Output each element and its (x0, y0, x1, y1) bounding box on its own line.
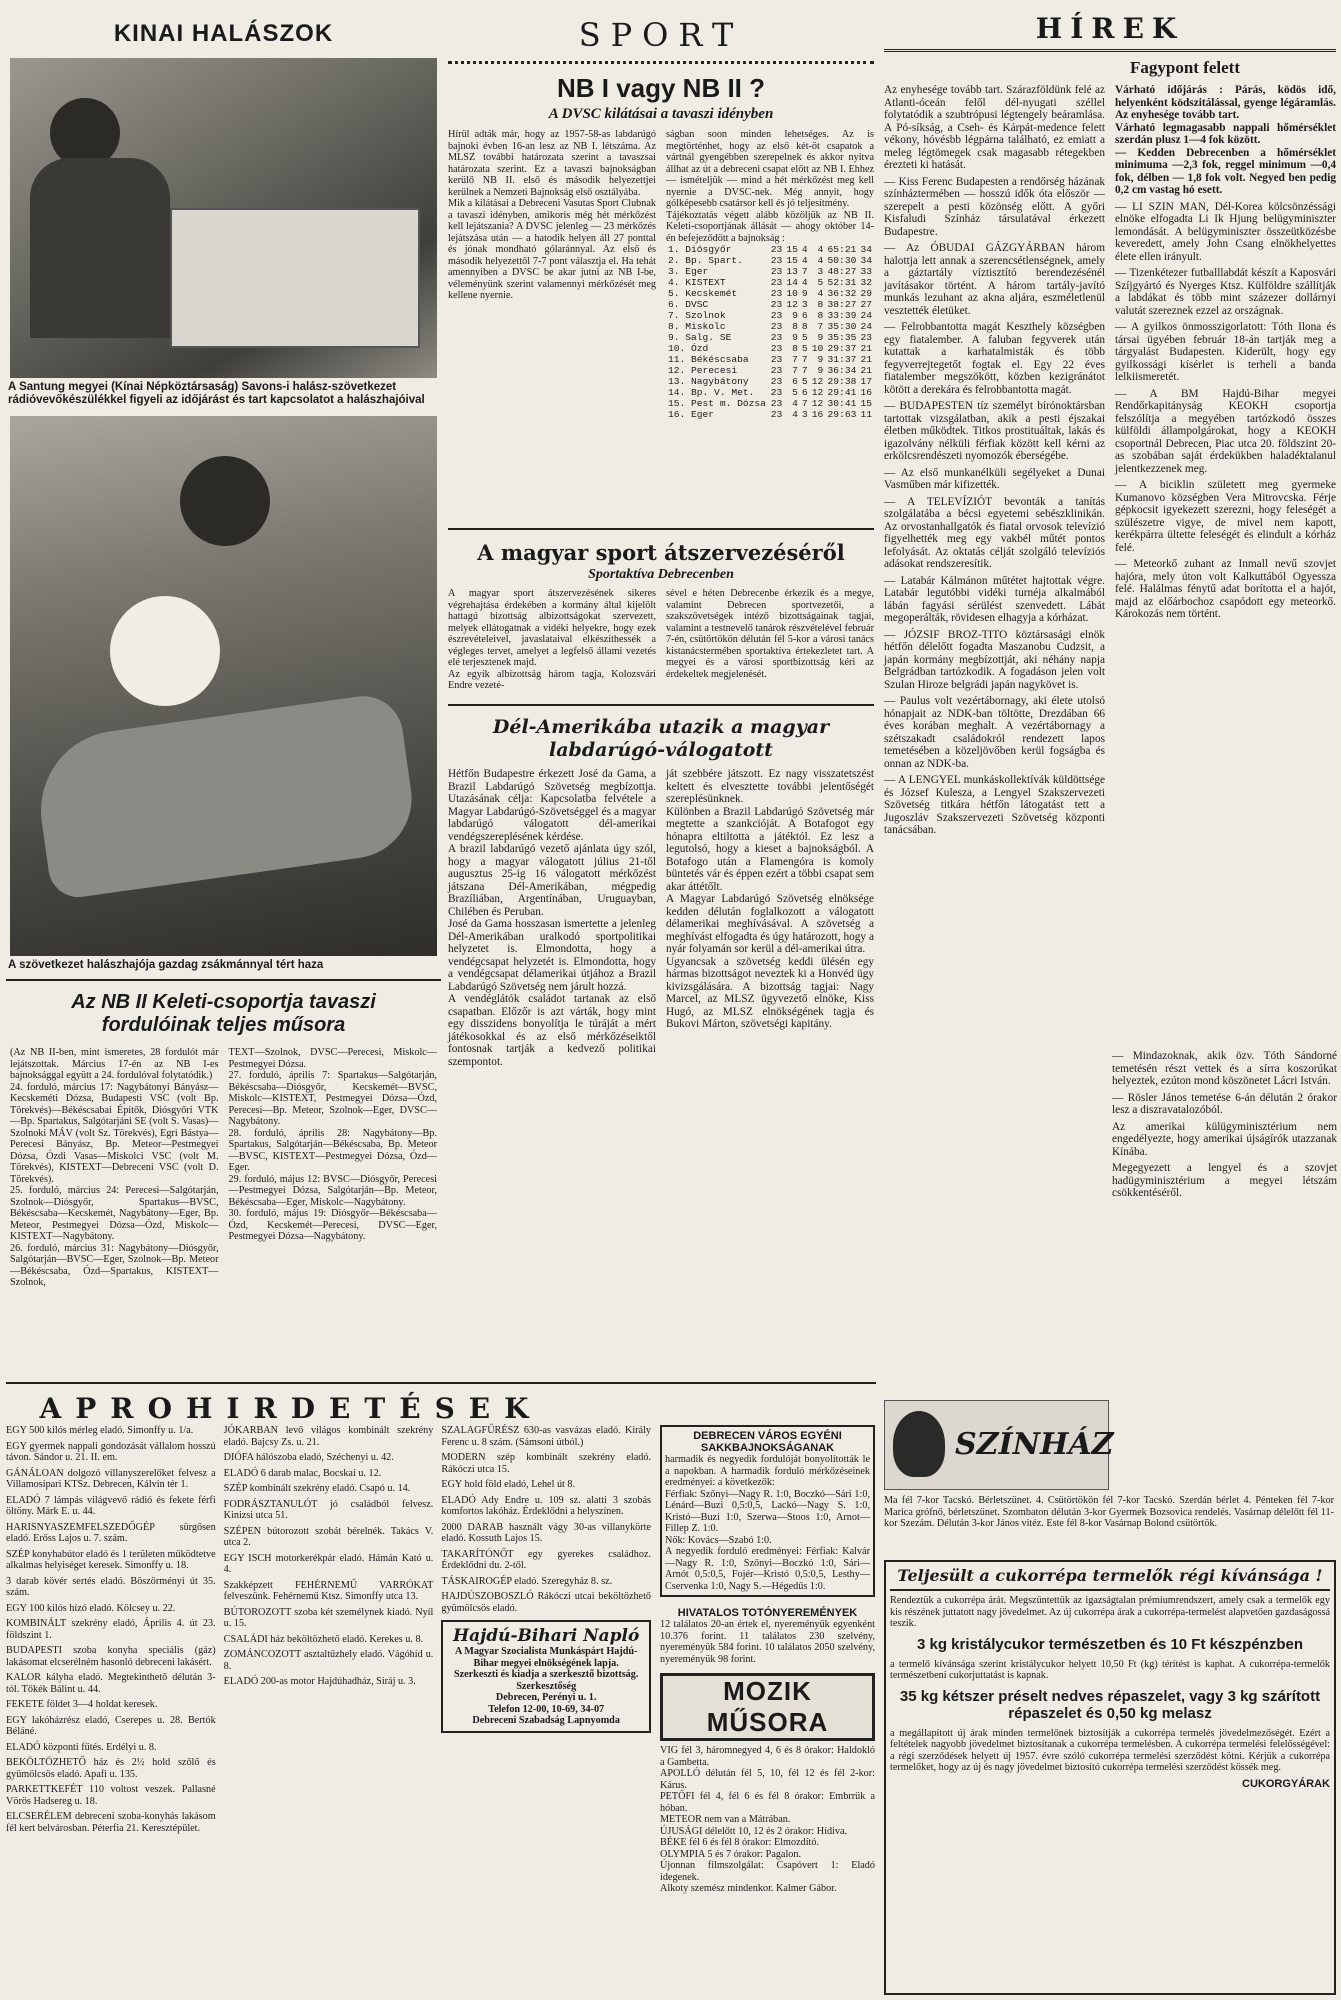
news-item: — Rösler János temetése 6-án délután 2 órakor lesz a diszravatalozóból. (1112, 1091, 1337, 1116)
standings-cell: 16 (811, 409, 824, 420)
standings-cell: 4 (792, 409, 798, 420)
photo-caption-2: A szövetkezet halászhajója gazdag zsákmánnyal tért haza (8, 959, 324, 971)
standings-cell: 6 (801, 387, 808, 398)
classified-ad: SZALAGFŰRÉSZ 630-as vasvázas eladó. Király Ferenc u. 8 szám. (Sámsoni útból.) (441, 1425, 652, 1448)
standings-cell: 33 (860, 266, 872, 277)
sugarbeet-ad (884, 1560, 1336, 1995)
news-item: — A biciklin született meg gyermeke Kumanovo községben Vera Mitrovcska. Férje gépkocsit igyekezett szerezni, hogy feleségét a szülészetre vigye, de mivel nem kapott, kerékpárra ültette feleségét és elindult a kórház felé. (1115, 479, 1336, 554)
standings-cell: 5 (801, 332, 808, 343)
classified-ad: EGY gyermek nappali gondozását vállalom hosszú távon. Sándor u. 21. II. em. (6, 1440, 216, 1463)
news-item: Az amerikai külügyminisztérium nem engedélyezte, hogy amerikai újságírók utazzanak Kínába. (1112, 1120, 1337, 1158)
classified-ad: FEKETE földet 3—4 holdat keresek. (6, 1699, 158, 1710)
standings-cell: 12 (811, 376, 824, 387)
standings-cell: 7 (817, 321, 824, 332)
standings-cell: 8 (817, 299, 824, 310)
nb1-body (448, 129, 874, 524)
standings-cell: 23 (770, 365, 783, 376)
classified-ad: EGY lakóházrész eladó, Cserepes u. 28. Bertók Béláné. (6, 1714, 216, 1737)
standings-cell: 23 (770, 244, 783, 255)
classified-ad: DIÓFA hálószoba eladó, Széchenyi u. 42. (223, 1452, 394, 1463)
standings-cell: 33:39 (827, 310, 857, 321)
classified-ad: ELADÓ Ady Endre u. 109 sz. alatti 3 szobás komfortos lakóház. Érdeklődni a helyszínen. (441, 1494, 652, 1517)
standings-cell: 24 (860, 321, 872, 332)
standings-row (666, 299, 874, 310)
standings-cell: 12 (811, 398, 824, 409)
theatre-mask-icon (893, 1411, 945, 1477)
standings-cell: 21 (860, 365, 872, 376)
standings-cell: 11. Békéscsaba (668, 354, 749, 365)
standings-cell: 31:37 (827, 354, 857, 365)
news-item: — A BM Hajdú-Bihar megyei Rendőrkapitányság KEOKH csoportja felszólítja a megyében tartózkodó összes külföldi állampolgárokat, hogy a KEOKH csoportnál Debrecen, Piac utca 20. földszint 20-as szobában saját érdekükben haladéktalanul jelentkezzenek meg. (1115, 387, 1336, 475)
standings-cell: 5 (817, 277, 824, 288)
news-item: — A gyilkos önmosszigorlatott: Tóth Ilona és társai ügyében február 18-án tartják meg a tárgyalást Budapesten. Kiderült, hogy egy gyilkossági kísérlet is terheli a banda lelkiismeretét. (1115, 321, 1336, 383)
column-left (6, 0, 441, 1288)
classifieds-col-b (224, 1425, 434, 1995)
classified-ad: MODERN szép kombinált szekrény eladó. Rákóczi utca 15. (441, 1452, 652, 1475)
standings-cell: 15 (860, 398, 872, 409)
szinhaz-banner (884, 1400, 1114, 1490)
standings-cell: 3. Eger (668, 266, 709, 277)
classified-ad: BEKÖLTÖZHETŐ ház és 2½ hold szőlő és gyümölcsös eladó. Apafi u. 135. (6, 1757, 216, 1780)
standings-cell: 4 (801, 277, 808, 288)
news-item: — Latabár Kálmánon műtétet hajtottak végre. Latabár legutóbbi vidéki turnéja alkalmából lábán fagyási sérülést szenvedett. Lábát megoperálták, rövidesen elhagyja a kórházat. (884, 574, 1105, 624)
standings-cell: 6. DVSC (668, 299, 709, 310)
classified-ad: PARKETTKEFÉT 110 voltost veszek. Pallasné Vörös Hadsereg u. 18. (6, 1784, 216, 1807)
mozi-title: MOZIK MŰSORA (660, 1673, 875, 1741)
standings-cell: 9 (817, 332, 824, 343)
standings-cell: 9 (817, 365, 824, 376)
standings-cell: 29:41 (827, 387, 857, 398)
standings-row (666, 321, 874, 332)
news-item: — LI SZIN MAN, Dél-Korea kölcsönzéssági elnöke elfogadta Li Ik Hjung belügyminiszter lemondását. A belügyminiszter összeütközésbe keveredett, amely John Csang elnökhelyettes élete ellen irányult. (1115, 200, 1336, 263)
standings-row (666, 332, 874, 343)
standings-cell: 23 (770, 321, 783, 332)
standings-cell: 9 (817, 354, 824, 365)
standings-cell: 7 (792, 354, 798, 365)
standings-cell: 35:35 (827, 332, 857, 343)
south-america-body (448, 768, 874, 1274)
standings-cell: 4. KISTEXT (668, 277, 726, 288)
standings-cell: 23 (770, 376, 783, 387)
middle-lower (660, 1425, 875, 1995)
nb1-body-right: ságban soon minden lehetséges. Az is megtörténhet, hogy az első két-öt csapatok a vártnál gyengébben szerepelnek és akkor nyitva állhat az út a debreceni csapat előtt az NB I. Ehhez — ismételjük — mind a hét mérkőzést meg kell nyernie a DVSC-nek. Még annyit, hogy gólképesebb csatársor kell és jó teljesítmény. Tájékoztatás végett alább közöljük az NB II. Keleti-csoportjának állását — ahogy október 14-én befejeződött a bajnokság : (666, 129, 874, 244)
standings-cell: 30:41 (827, 398, 857, 409)
classifieds-heading: APROHIRDETÉSEK (39, 1392, 543, 1425)
standings-cell: 8 (792, 343, 798, 354)
photo-caption-1: A Santung megyei (Kínai Népköztársaság) Savons-i halász-szövetkezet rádióvevőkészülékkel figyeli az időjárást és tart kapcsolatot a halászhajóival (8, 381, 425, 406)
standings-cell: 29 (860, 288, 872, 299)
standings-cell: 7 (792, 365, 798, 376)
standings-row (666, 387, 874, 398)
weather-body: Az enyhesége tovább tart. Szárazföldünk felé az Atlanti-óceán felől dél-nyugati széllel folytatódik a szubtrópusi légtengely beáramlása. A Pó-síkság, a Cseh- és Kárpát-medence felett vékony, hóvésbb légpárna található, ez emiatt a meleg légtömegek csak magasabb rétegekben érezteti ki hatását. (884, 84, 1105, 171)
weather-title: Fagypont felett (1129, 58, 1240, 77)
standings-cell: 21 (860, 354, 872, 365)
sugarbeet-bold-2: 35 kg kétszer préselt nedves répaszelet, vagy 3 kg szárított répaszelet és 0,50 kg melasz (899, 1687, 1321, 1722)
smiling-fisherman (110, 596, 220, 706)
person-body (30, 158, 170, 338)
sugarbeet-bold-1: 3 kg kristálycukor természetben és 10 Ft készpénzben (917, 1635, 1303, 1653)
standings-cell: 12. Perecesi (668, 365, 738, 376)
news-item: — Meteorkő zuhant az Inmall nevű szovjet hajóra, mely úton volt Kalkuttából Ogyessza felé. Halálmas fénytű adat borította el a hajót, majd az előárbochoz csapódott egy meteorkő. Károkozás nem történt. (1115, 558, 1336, 620)
news-item: — Kiss Ferenc Budapesten a rendőrség házának színháztermében — hosszú idők óta először — szerepelt a pesti közönség előtt. A győri Kisfaludi Színház társulatával érkezett Budapestre. (884, 175, 1105, 238)
standings-cell: 8 (792, 321, 798, 332)
standings-cell: 23 (770, 409, 783, 420)
standings-cell: 9. Salg. SE (668, 332, 732, 343)
standings-cell: 23 (770, 398, 783, 409)
classified-ad: ELADÓ 7 lámpás világvevő rádió és fekete férfi öltöny. Márk E. u. 44. (6, 1494, 216, 1517)
standings-cell: 23 (770, 387, 783, 398)
dotted-rule (448, 61, 874, 64)
standings-row (666, 354, 874, 365)
standings-cell: 23 (770, 354, 783, 365)
classified-ad: CSALÁDI ház beköltözhető eladó. Kerekes u. 8. (223, 1633, 424, 1645)
nb1-subtitle: A DVSC kilátásai a tavaszi idényben (548, 106, 774, 122)
standings-cell: 23 (770, 343, 783, 354)
standings-cell: 15 (786, 255, 798, 266)
standings-cell: 7. Szolnok (668, 310, 726, 321)
news-item: — Mindazoknak, akik özv. Tóth Sándorné temetésén részt vettek és a sírra koszorúkat helyeztek, ezúton mond köszönetet Lácri István. (1112, 1050, 1337, 1087)
weather-forecast: Várható időjárás : Párás, ködös idő, helyenként ködszitálással, gyenge légáramlás. Az enyhesége tovább tart. Várható legmagasabb nappali hőmérséklet szerdán plusz 1—4 fok között. — Kedden Debrecenben a hőmérséklet minimuma —2,3 fok, reggel minimum —0,4 fok, délben — 1,8 fok volt. Negyed ben pedig 0,2 cm vastag hó esett. (1115, 84, 1336, 196)
fisherman-head (180, 456, 270, 546)
standings-cell: 29:63 (827, 409, 857, 420)
toto-title: HIVATALOS TOTÓNYEREMÉNYEK (677, 1607, 858, 1619)
standings-row (666, 288, 874, 299)
news-list-a (884, 176, 1105, 837)
standings-cell: 23 (770, 277, 783, 288)
sport-reform-subtitle: Sportaktíva Debrecenben (588, 567, 734, 582)
classified-ad: FODRÁSZTANULÓT jó családból felvesz. Kinizsi utca 51. (223, 1498, 434, 1521)
standings-cell: 4 (817, 255, 824, 266)
standings-cell: 6 (792, 376, 798, 387)
standings-cell: 5 (801, 343, 808, 354)
standings-cell: 1. Diósgyőr (668, 244, 732, 255)
classified-ad: BUDAPESTI szoba konyha speciális (gáz) lakásomat elcserélném hasonló debreceni lakásért. (6, 1645, 216, 1668)
standings-cell: 4 (801, 255, 808, 266)
standings-cell: 32 (860, 277, 872, 288)
classified-ad: GÁNÁLOAN dolgozó villanyszerelőket felvesz a Villamosipari KTSz. Debrecen, Kálvin tér 1. (6, 1467, 216, 1490)
standings-cell: 36:32 (827, 288, 857, 299)
classified-ad: ZOMÁNCOZOTT asztaltűzhely eladó. Vágóhíd u. 8. (223, 1649, 434, 1672)
fishermen-photo (10, 416, 437, 956)
standings-cell: 16. Eger (668, 409, 715, 420)
classified-ad: 2000 DARAB használt vágy 30-as villanykörte eladó. Kossuth Lajos 15. (441, 1521, 652, 1544)
standings-cell: 23 (770, 288, 783, 299)
standings-cell: 17 (860, 376, 872, 387)
standings-cell: 12 (811, 387, 824, 398)
standings-cell: 35:30 (827, 321, 857, 332)
news-item: Megegyezett a lengyel és a szovjet hadügyminisztérium a megyei létszám csökkentéséről. (1112, 1162, 1337, 1199)
sugarbeet-text-1: Rendeztük a cukorrépa árát. Megszüntettük az igazságtalan prémiumrendszert, amely csak a termelők egy kis részének juttatott nagy jövedelmet. Az új cukorrépa árak a cukorrépa-termelést alapvetően gazdaságossá teszik. (890, 1595, 1330, 1629)
standings-cell: 10 (786, 288, 798, 299)
szinhaz-body: Ma fél 7-kor Tacskó. Bérletszünet. 4. Csütörtökön fél 7-kor Tacskó. Szerdán bérlet 4. Pénteken fél 7-kor Marica grófnő, bérletszünet. Szombaton délután 3-kor Gyermek Bozsovica rendelés. Vasárnap délelőtt fél 11-kor Szezám. Délután 3-kor János vitéz. Este fél 8-kor Vasárnap Bolond csütörtök. (884, 1495, 1334, 1529)
standings-cell: 10. Ózd (668, 343, 709, 354)
standings-cell: 23 (770, 310, 783, 321)
sugarbeet-text-2: a termelő kívánsága szerint kristálycukor helyett 10,50 Ft (kg) térítést is kaphat. A cukorrépa-termelők természetbeni cukorjuttatást is kapnak. (890, 1658, 1330, 1681)
news-item: — Paulus volt vezértábornagy, aki élete utolsó hónapjait az NDK-ban töltötte, Drezdában 66 éves korában meghalt. A vezértábornagy a szétszakadt családokról rendezett lapos temetésében a közeljövőben kerül fogságba és onnan az NDK-ba. (884, 695, 1105, 770)
standings-cell: 9 (792, 332, 798, 343)
news-list-b (1115, 201, 1336, 621)
classified-ad: EGY 500 kilós mérleg eladó. Simonffy u. 1/a. (6, 1425, 194, 1436)
standings-cell: 24 (860, 310, 872, 321)
standings-cell: 7 (801, 398, 808, 409)
standings-cell: 8 (817, 310, 824, 321)
classified-ad: SZÉP konyhabútor eladó és 1 területen működtetve alkalmas helyiséget keresek. Simonffy u. 18. (6, 1548, 216, 1571)
standings-cell: 23 (770, 332, 783, 343)
classified-ad: 3 darab kövér sertés eladó. Böszörményi út 35. szám. (6, 1575, 216, 1598)
classified-ad: SZÉPEN bútorozott szobát bérelnék. Takács V. utca 2. (223, 1525, 434, 1548)
nb1-body-left: Hírül adták már, hogy az 1957-58-as labdarúgó bajnoki évben 16-an lesz az NB I. létszáma. Az MLSZ további határozata szerint a tavaszsai határozata szerint. Ez a tavaszi bajnokságban kerülő NB II. első és második helyezettjei kerülnek a Nemzeti Bajnokság első osztályába. Mik a kilátásai a Debreceni Vasutas Sport Clubnak a tavaszi idényben, amikoris még hét mérkőzést kell lejátszania? A DVSC jelenleg — 23 mérkőzés lejátszása után — a hatodik helyen áll 27 ponttal és jónak mondható gólaránnyal. Az első és második helyezettől 7-7 pont választja el. Ha tehát amennyiben a DVSC be akar jutni az NB I-be, véleményünk szerint valamennyi mérkőzését meg kellene nyernie. (448, 129, 656, 301)
standings-cell: 9 (792, 310, 798, 321)
standings-cell: 29:37 (827, 343, 857, 354)
classified-ad: Szakképzett FEHÉRNEMŰ VARRÓKAT felveszünk. Fehérnemű Ktsz. Simonffy utca 13. (223, 1579, 434, 1602)
news-item: — A LENGYEL munkáskollektívák küldöttsége és József Kulesza, a Lengyel Szakszervezeti Szövetség titkára hétfőn látogatást tett a Jugoszláv Szakszervezeti Szövetség központi tanácsában. (884, 774, 1105, 836)
toto-body: 12 találatos 20-an értek el, nyereményük egyenként 10.376 forint. 11 találatos 230 szelvény, nyereményük 584 forint. 10 találatos 2050 szelvény, nyereményük 98 forint. (660, 1619, 875, 1665)
news-list-c (1112, 1050, 1337, 1495)
classifieds-section (6, 1378, 876, 1431)
classified-ad: ELADÓ központi fűtés. Erdélyi u. 8. (6, 1741, 157, 1753)
standings-cell: 6 (801, 310, 808, 321)
standings-cell: 48:27 (827, 266, 857, 277)
nb1-title: NB I vagy NB II ? (556, 73, 766, 103)
news-item: — Az első munkanélküli segélyeket a Dunai Vasműben már kifizették. (884, 466, 1105, 491)
chess-box (660, 1425, 875, 1597)
classified-ad: EGY 100 kilós hízó eladó. Kölcsey u. 22. (6, 1602, 176, 1614)
divider (448, 528, 874, 530)
classifieds-col-a (6, 1425, 216, 1995)
standings-row (666, 409, 874, 420)
standings-cell: 10 (811, 343, 824, 354)
standings-row (666, 277, 874, 288)
radio-set (170, 208, 420, 348)
standings-cell: 36:34 (827, 365, 857, 376)
standings-cell: 23 (770, 266, 783, 277)
sport-reform-left: A magyar sport átszervezésének sikeres végrehajtása érdekében a kormány által kijelölt hattagú bizottság albizottságokat szervezett, melyek ellátogatnak a vidéki helyekre, hogy ezek észrevételeivel, javaslataival elkészíthessék a végleges tervet, amelyet a legfelső állami vezetés elé terjesztenek majd. Az egyik albizottság három tagja, Kolozsvári Endre vezeté- (448, 588, 656, 691)
standings-cell: 34 (860, 255, 872, 266)
chess-title: DEBRECEN VÁROS EGYÉNI SAKKBAJNOKSÁGANAK (693, 1430, 842, 1454)
classified-ad: ELADÓ 200-as motor Hajdúhadház, Siráj u. 3. (223, 1676, 416, 1687)
masthead-title: Hajdú-Bihari Napló (453, 1626, 640, 1646)
standings-cell: 15. Pest m. Dózsa (668, 398, 766, 409)
news-item: — Tizenkétezer futballlabdát készít a Kaposvári Szíjgyártó és Nyerges Ktsz. Külföldre szállítják a labdákat és több mint százezer dollárnyi valutát szereznek ezzel az országnak. (1115, 267, 1336, 317)
hirek-body (884, 84, 1336, 1129)
standings-cell: 3 (801, 299, 808, 310)
standings-cell: 16 (860, 387, 872, 398)
chess-body: harmadik és negyedik fordulóját bonyolították le a napokban. A harmadik forduló mérkőzéseinek eredményei: a következők: Férfiak: Szőnyi—Nagy R. 1:0, Boczkó—Sári 1:0, Lénárd—Buzi 0,5:0,5, Lackó—Nagy S. 1:0, Kristó—Buzi 1:0, Szerwa—Stoos 1:0, Arnot—Fillep Z. 1:0. Nők: Kovács—Szabó 1:0. A negyedik forduló eredményei: Férfiak: Kalvár—Nagy R. 1:0, Szőnyi—Boczkó 1:0, Sári—Arnót 0,5:0,5, Fojér—Kristó 0,5:0,5, Lesthy—Cservenka 1:0, Nagy S.—Hégedűs 1:0. (665, 1454, 870, 1592)
standings-cell: 52:31 (827, 277, 857, 288)
standings-cell: 34 (860, 244, 872, 255)
column-middle (448, 0, 874, 1274)
standings-row (666, 376, 874, 387)
standings-cell: 7 (801, 354, 808, 365)
standings-cell: 13. Nagybátony (668, 376, 749, 387)
standings-row (666, 255, 874, 266)
sugarbeet-title: Teljesült a cukorrépa termelők régi kívánsága ! (890, 1566, 1330, 1591)
standings-cell: 29:38 (827, 376, 857, 387)
large-fish (31, 691, 420, 901)
standings-cell: 12 (786, 299, 798, 310)
standings-cell: 50:30 (827, 255, 857, 266)
standings-cell: 3 (817, 266, 824, 277)
classified-ad: TAKARÍTÓNŐT egy gyerekes családhoz. Érdeklődni du. 2-től. (441, 1548, 652, 1571)
standings-cell: 5. Kecskemét (668, 288, 738, 299)
masthead-text: A Magyar Szocialista Munkáspárt Hajdú-Bihar megyei elnökségének lapja. Szerkeszti és kiadja a szerkesztő bizottság. Szerkesztőség Debrecen, Perényi u. 1. Telefon 12-00, 10-69, 34-07 Debreceni Szabadság Lapnyomda (453, 1646, 639, 1726)
south-america-left: Hétfőn Budapestre érkezett José da Gama, a Brazil Labdarúgó Szövetség megbízottja. Utazásának célja: Kapcsolatba felvétele a Magyar Labdarúgó-Szövetséggel és a magyar labdarúgó válogatott dél-amerikai vendégszereplésének kérdése. A brazil labdarúgó vezető ajánlata úgy szól, hogy a magyar válogatott július 21-től augusztus 25-ig 16 válogatott mérkőzést játszana Dél-Amerikában, mégpedig Brazíliában, Argentínában, Uruguayban, Chilében és Peruban. José da Gama hosszasan ismertette a jelenleg Dél-Amerikában uralkodó sportpolitikai helyzetet is. Elmondotta, hogy a vendégcsapat helyzetét is. Elmondotta, hogy a vendégcsapat délamerikai útjához a Brazil Labdarúgó Szövetség nem járult hozzá. A vendéglátók családot tartanak az első csapatban. Előzőr is azt várták, hogy mint egy disszidens bonyolítja le túráját a mért játékosokkal és az első mérkőzéseiktől fontosnak tartják a kedvező politikai szempontot. (448, 768, 656, 1068)
standings-cell: 8. Miskolc (668, 321, 726, 332)
standings-cell: 5 (792, 387, 798, 398)
standings-cell: 11 (860, 409, 872, 420)
standings-cell: 23 (770, 299, 783, 310)
news-item: — JÓZSIF BROZ-TITO köztársasági elnök hétfőn délelőtt fogadta Maszanobu Cudzsit, a japán kormány megbízottját, aki néhány napja Belgrádban tartózkodik. A fogadáson jelen volt Szulan Hiroze belgrádi japán nagykövet is. (884, 628, 1105, 691)
standings-cell: 27 (860, 299, 872, 310)
nb2-body (6, 1043, 441, 1288)
classified-ad: EGY ISCH motorkerékpár eladó. Hámán Kató u. 4. (223, 1552, 434, 1575)
standings-cell: 7 (801, 365, 808, 376)
news-item: — Az ÓBUDAI GÁZGYÁRBAN három halottja lett annak a szerencsétlenségnek, amely a gáztartály víztisztító berendezésénél javításakor történt. A három tartály-javító munkás lezuhant az akna aljára, eszméletlenül vesztették életüket. (884, 242, 1105, 317)
sport-reform-right: sével e héten Debrecenbe érkezik és a megye, valamint Debrecen sportvezetői, a szakszövetségek intéző bizottságainak tagjai, valamint a testnevelő tanárok részvételével február 7-én, csütörtökön délután fél 5-kor a városi tanács kistanácstermében sportaktíva értekezletet tart. A megyei és a városi sportbizottság kéri az érdekeltek megjelenését. (666, 588, 874, 680)
kinai-halaszok-heading: KINAI HALÁSZOK (113, 20, 334, 47)
standings-cell: 2. Bp. Spart. (668, 255, 743, 266)
standings-cell: 14. Bp. V. Met. (668, 387, 755, 398)
standings-cell: 14 (786, 277, 798, 288)
standings-cell: 65:21 (827, 244, 857, 255)
divider (6, 1382, 876, 1384)
nb2-right: TEXT—Szolnok, DVSC—Perecesi, Miskolc—Pestmegyei Dózsa. 27. forduló, április 7: Spartakus—Salgótarján, Békéscsaba—Diósgyőr, Kecskemét—BVSC, Miskolc—KISTEXT, Pestmegyei Dózsa—Ózd, Perecesi—Bp. Meteor, Szolnok—Eger, DVSC—Nagybátony. 28. forduló, április 28: Nagybátony—Bp. Spartakus, Salgótarján—Békéscsaba, Bp. Meteor—BVSC, KISTEXT—Pestmegyei Dózsa, Ózd—Eger. 29. forduló, május 12: BVSC—Diósgyőr, Perecesi—Pestmegyei Dózsa, Salgótarján—Bp. Meteor, Békéscsaba—Eger, Miskolc—Nagybátony. 30. forduló, május 19: Diósgyőr—Békéscsaba—Ózd, Kecskemét—Perecesi, DVSC—Eger, Pestmegyei Dózsa—Nagybátony. (228, 1047, 437, 1242)
standings-cell: 4 (817, 244, 824, 255)
standings-row (666, 244, 874, 255)
classified-ad: JÓKARBAN levő világos kombinált szekrény eladó. Bajcsy Zs. u. 21. (223, 1425, 434, 1448)
standings-cell: 38:27 (827, 299, 857, 310)
standings-row (666, 398, 874, 409)
mozi-footer: Alkoty szemész mindenkor. Kalmer Gábor. (660, 1883, 837, 1894)
standings-cell: 4 (817, 288, 824, 299)
nb2-left: (Az NB II-ben, mint ismeretes, 28 fordulót már lejátszottak. Március 17-én az NB I-es bajnoksággal együtt a 24. fordulóval folytatódik.) 24. forduló, március 17: Nagybátonyi Bányász—Kecskeméti Dózsa, Budapesti VSC (volt Bp. Törekvés)—Békéscsabai Építők, Diósgyőri VTK—Bp. Spartakus, Salgótarjáni SE (volt S. Vasas)—Szolnoki MÁV (volt Sz. Törekvés), Egri Bástya—Perecesi Bányász, Bp. Meteor—Pestmegyei Dózsa, Ózdi Vasas—Miskolci VSC (volt M. Törekvés), KISTEXT—Debreceni VSC (volt D. Törekvés). 25. forduló, március 24: Perecesi—Salgótarján, Szolnok—Diósgyőr, Spartakus—BVSC, Békéscsaba—Kecskemét, Nagybátony—Eger, Bp. Meteor, Pestmegyei Dózsa—Ózd, Miskolc—KISTEXT—Nagybátony. 26. forduló, március 31: Nagybátony—Diósgyőr, Salgótarján—BVSC—Eger, Szolnok—Bp. Meteor—Békéscsaba, Ózd—Spartakus, KISTEXT—Szolnok, (10, 1047, 219, 1288)
sugarbeet-text-3: a megállapított új árak minden termelőnek biztosítják a cukorrépa termelés jövedelmezőségét. Ezért a feltételek nagyobb jövedelmet biztosítanak a cukorrépa termelésben. A cukorrépa termelési felelősségével: a régi szerződések helyett új 1957. évre szóló cukorrépa termelési szerződést kötni. Kérjük a cukorrépa termelőket, hogy az új és nagy jövedelmet biztosító cukorrépa termelési szerződést kössék meg. (890, 1727, 1330, 1773)
standings-cell: 5 (801, 376, 808, 387)
classified-ad: SZÉP kombinált szekrény eladó. Csapó u. 14. (223, 1483, 411, 1494)
standings-cell: 3 (801, 409, 808, 420)
classified-ad: ELADÓ 6 darab malac, Bocskai u. 12. (223, 1467, 382, 1479)
classified-ad: KALOR kályha eladó. Megtekinthető délután 3-tól. Tőkék Bálint u. 44. (6, 1672, 216, 1695)
classifieds-body (6, 1425, 651, 1995)
standings-cell: 8 (801, 321, 808, 332)
mozi-body: VIG fél 3, háromnegyed 4, 6 és 8 órakor: Haldokló a Gambetta. APOLLÓ délután fél 5, 10, fél 12 és fél 2-kor: Kárus. PETŐFI fél 4, fél 6 és fél 8 órakor: Embrrük a hóban. METEOR nem van a Mátrában. ÚJUSÁGI délelőtt 10, 12 és 2 órakor: Hídiva. BÉKE fél 6 és fél 8 órakor: Elmozdító. OLYMPIA 5 és 7 órakor: Pagalon. Újonnan filmszolgálat: Csapóvert 1: Eladó idegenek. (660, 1745, 875, 1883)
classified-ad: ELCSERÉLEM debreceni szoba-konyhás lakásom fél kert belvárosban. Péterfia 21. Keresztépület. (6, 1811, 216, 1834)
sport-reform-body (448, 588, 874, 700)
standings-cell: 4 (801, 244, 808, 255)
classified-ad: HARISNYASZEMFELSZEDŐGÉP sürgősen eladó. Erőss Lajos u. 7. szám. (6, 1521, 216, 1544)
divider (6, 979, 441, 981)
standings-cell: 21 (860, 343, 872, 354)
standings-table (666, 244, 874, 420)
sport-reform-title: A magyar sport átszervezéséről (477, 540, 845, 565)
column-right (884, 0, 1336, 1129)
standings-cell: 7 (801, 266, 808, 277)
hirek-heading: HÍREK (884, 0, 1336, 52)
classified-ad: KOMBINÁLT szekrény eladó, Április 4. út 23. földszint 1. (6, 1618, 216, 1641)
classified-ad: BÚTOROZOTT szoba két személynek kiadó. Nyíl u. 15. (223, 1606, 434, 1629)
classifieds-col-c (441, 1425, 651, 1614)
standings-cell: 23 (770, 255, 783, 266)
divider (448, 704, 874, 706)
standings-row (666, 365, 874, 376)
south-america-right: ját szebbére játszott. Ez nagy visszatetszést keltett és elvesztette további jelentőségét szereplésünknek. Különben a Brazil Labdarúgó Szövetség már megtette a szankcióját. A Botafogot egy hónapra eltiltotta a játéktól. Ez lesz a legutolsó, hogy a kieset a bajnokságból. A Botafogo után a Flamengóra is komoly büntetés vár és éppen ezért a többi csapat sem akar áttétőlt. A Magyar Labdarúgó Szövetség elnöksége kedden délután foglalkozott a válogatott délamerikai meghívásával. A szövetség a meghívást elfogadta és úgy határozott, hogy a nyár folyamán sor kerül a dél-amerikai útra. Ugyancsak a szövetség keddi ülésén egy hármas bizottságot neveztek ki a Honvéd ügy kivizsgálására. A bizottság tagjai: Nagy Marcel, az MLSZ ügyvezető elnöke, Kiss Hugó, az MLSZ elnökségének tagja és Bukovi Márton, szövetségi kapitány. (666, 768, 874, 1030)
classified-ad: HAJDÚSZOBOSZLÓ Rákóczi utcai beköltözhető gyümölcsös eladó. (441, 1591, 652, 1614)
sugarbeet-signature: CUKORGYÁRAK (1242, 1777, 1330, 1790)
standings-row (666, 266, 874, 277)
szinhaz-title: SZÍNHÁZ (955, 1427, 1114, 1462)
news-item: — Felrobbantotta magát Keszthely községben egy fiatalember. A faluban fegyverek után kutattak a karhatalmisták és több fegyverrejtegetőt fogtak el. Egy 22 éves fiatalember megszökött, közben kezigránátot kötött a derekára és felrobbantotta magát. (884, 321, 1105, 396)
standings-cell: 15 (786, 244, 798, 255)
classified-ad: EGY hold föld eladó, Lehel út 8. (441, 1479, 576, 1490)
classified-ad: TÁSKAIROGÉP eladó. Szeregyház 8. sz. (441, 1575, 613, 1587)
standings-cell: 9 (801, 288, 808, 299)
nb2-title: Az NB II Keleti-csoportja tavaszi fordulóinak teljes műsora (71, 991, 376, 1036)
south-america-title: Dél-Amerikába utazik a magyar labdarúgó-válogatott (492, 716, 830, 761)
standings-row (666, 343, 874, 354)
radio-photo (10, 58, 437, 378)
standings-cell: 4 (792, 398, 798, 409)
standings-cell: 23 (860, 332, 872, 343)
news-item: — A TELEVÍZIÓT bevonták a tanítás szolgálatába a bécsi egyetemi sebészklinikán. Az orvostanhallgatók és fiatal orvosok televízió figyelhették meg egy vakbél műtét pontos lefolyását. Az oktatás célját szolgáló televíziós adásokat rendszeresítik. (884, 495, 1105, 570)
news-item: — BUDAPESTEN tíz személyt bírónoktársban tartottak vizsgálatban, akik a pesti éjszakai életben működtek. Titkos prostituáltak, lakás és igazolvány nélküli férfiak között kell kérni az erkölcsrendészeti nyomozók éberségébe. (884, 400, 1105, 462)
standings-row (666, 310, 874, 321)
masthead-box (441, 1620, 651, 1733)
sport-heading: SPORT (578, 16, 744, 54)
standings-cell: 13 (786, 266, 798, 277)
